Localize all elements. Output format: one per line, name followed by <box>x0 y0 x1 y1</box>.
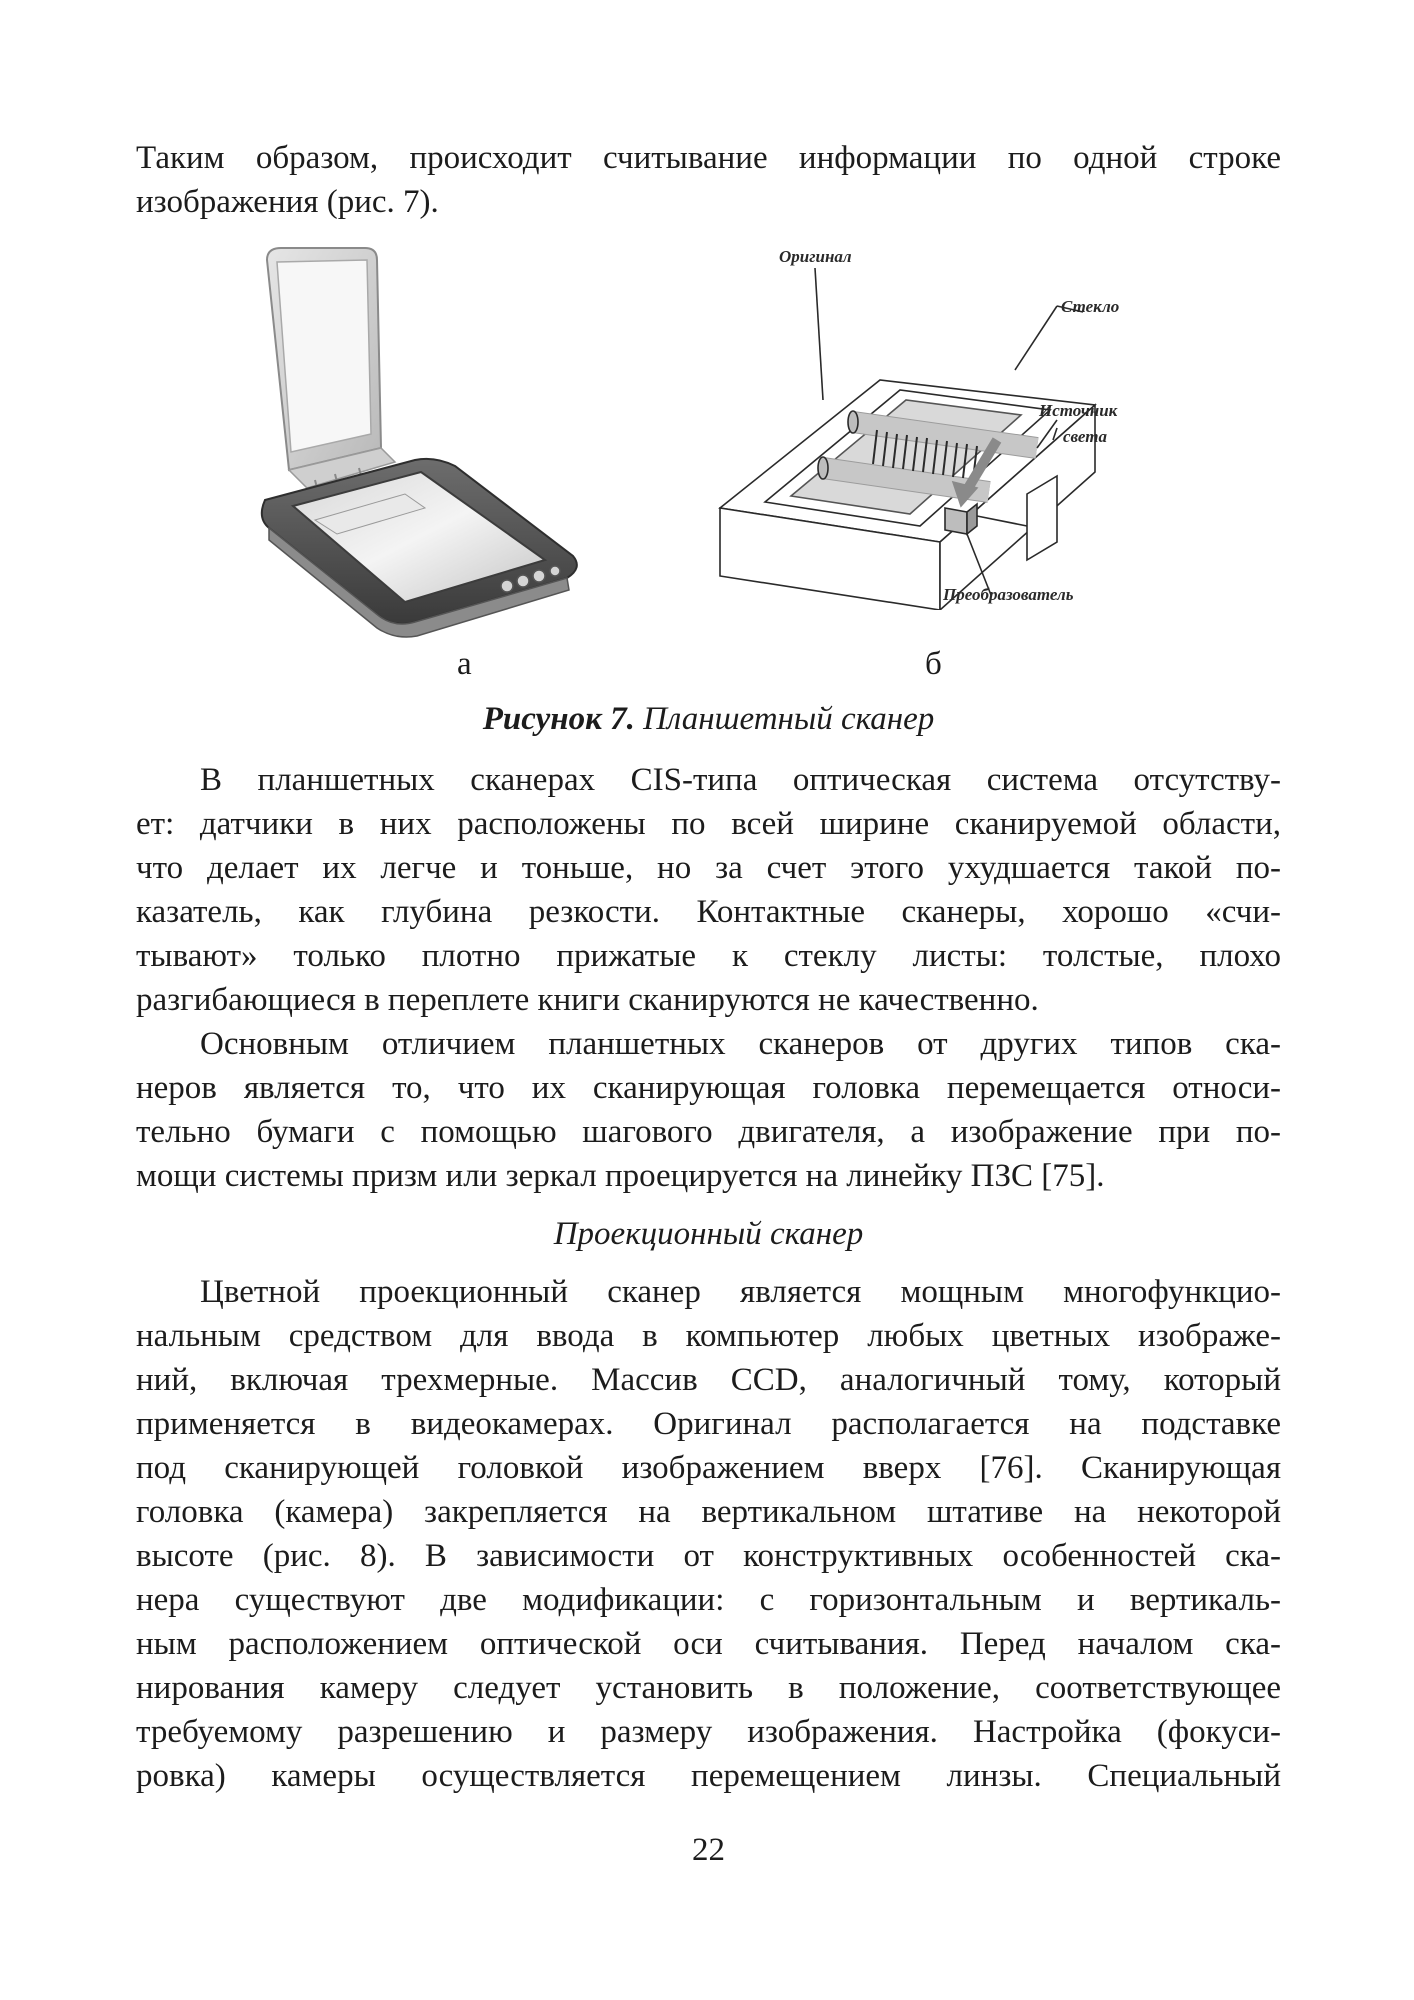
text-line: головка (камера) закрепляется на вертикальном штативе на некоторой <box>136 1494 1281 1530</box>
text-line: неров является то, что их сканирующая головка перемещается относи- <box>136 1070 1281 1106</box>
text-line: ет: датчики в них расположены по всей ширине сканируемой области, <box>136 806 1281 842</box>
text-line: применяется в видеокамерах. Оригинал располагается на подставке <box>136 1406 1281 1442</box>
text-line: нера существуют две модификации: с горизонтальным и вертикаль- <box>136 1582 1281 1618</box>
figure-7a-flatbed-scanner-image <box>255 238 585 638</box>
figure-7b-scanner-diagram <box>705 250 1160 610</box>
text-line: ний, включая трехмерные. Массив CCD, аналогичный тому, который <box>136 1362 1281 1398</box>
caption-number: Рисунок 7. <box>482 701 635 737</box>
caption-text: Планшетный сканер <box>634 701 935 737</box>
figure-label-a: а <box>457 646 472 682</box>
text-line: что делает их легче и тоньше, но за счет этого ухудшается такой по- <box>136 850 1281 886</box>
text-line: разгибающиеся в переплете книги сканируются не качественно. <box>136 982 1039 1018</box>
text-line: нирования камеру следует установить в положение, соответствующее <box>136 1670 1281 1706</box>
paragraph-flatbed-difference <box>136 1022 1281 1198</box>
text-line: тывают» только плотно прижатые к стеклу листы: толстые, плохо <box>136 938 1281 974</box>
text-line: мощи системы призм или зеркал проецируется на линейку ПЗС [75]. <box>136 1158 1105 1194</box>
text-line: Таким образом, происходит считывание информации по одной строке <box>136 140 1281 176</box>
text-line: под сканирующей головкой изображением вверх [76]. Сканирующая <box>136 1450 1281 1486</box>
paragraph-projection-scanner <box>136 1270 1281 1798</box>
diagram-label-converter: Преобразователь <box>943 585 1074 604</box>
text-line: Основным отличием планшетных сканеров от других типов ска- <box>200 1026 1281 1062</box>
paragraph-cis-scanners <box>136 758 1281 1022</box>
text-line: ным расположением оптической оси считывания. Перед началом ска- <box>136 1626 1281 1662</box>
figure-caption <box>136 697 1281 741</box>
text-line: высоте (рис. 8). В зависимости от конструктивных особенностей ска- <box>136 1538 1281 1574</box>
text-line: требуемому разрешению и размеру изображения. Настройка (фокуси- <box>136 1714 1281 1750</box>
diagram-label-original: Оригинал <box>779 250 852 266</box>
intro-paragraph <box>136 136 1281 224</box>
page-number: 22 <box>692 1832 725 1868</box>
text-line: изображения (рис. 7). <box>136 184 439 220</box>
figure-label-b: б <box>925 646 942 682</box>
diagram-label-light-source-2: света <box>1063 427 1107 446</box>
text-line: ровка) камеры осуществляется перемещением линзы. Специальный <box>136 1758 1281 1794</box>
diagram-label-glass: Стекло <box>1061 297 1120 316</box>
text-line: казатель, как глубина резкости. Контактные сканеры, хорошо «счи- <box>136 894 1281 930</box>
text-line: Цветной проекционный сканер является мощным многофункцио- <box>200 1274 1281 1310</box>
text-line: В планшетных сканерах CIS-типа оптическая система отсутству- <box>200 762 1281 798</box>
diagram-label-light-source-1: Источник <box>1039 401 1118 420</box>
section-subheading: Проекционный сканер <box>553 1216 864 1252</box>
text-line: нальным средством для ввода в компьютер любых цветных изображе- <box>136 1318 1281 1354</box>
text-line: тельно бумаги с помощью шагового двигателя, а изображение при по- <box>136 1114 1281 1150</box>
